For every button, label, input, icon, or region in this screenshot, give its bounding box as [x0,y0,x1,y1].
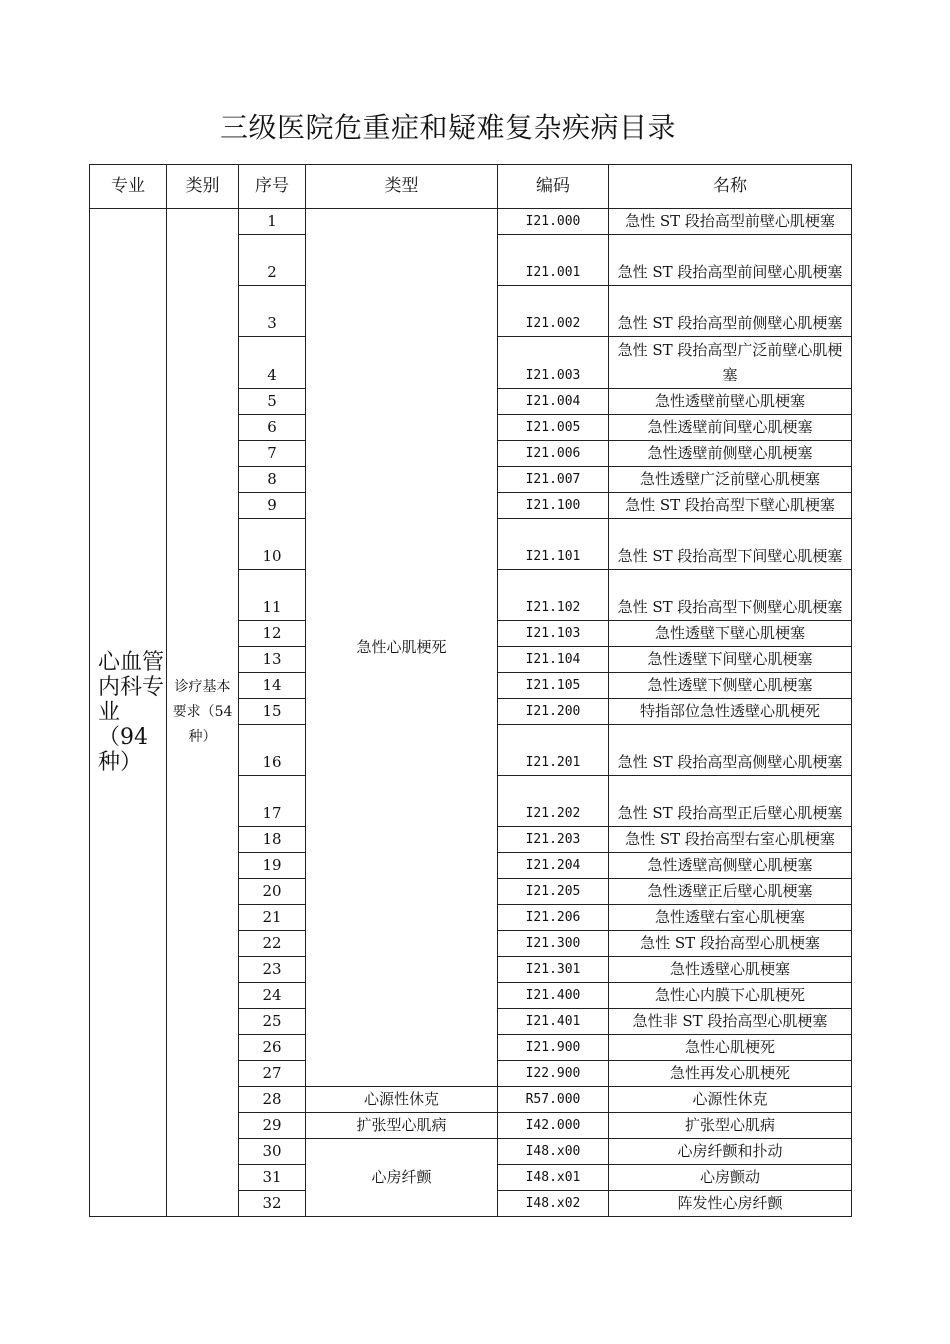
seq-cell: 19 [239,853,306,879]
seq-cell: 12 [239,620,306,646]
header-row [90,165,852,209]
seq-cell: 10 [239,518,306,569]
type-cell-ami: 急性心肌梗死 [306,209,498,1087]
name-cell: 急性 ST 段抬高型正后壁心肌梗塞 [609,776,852,827]
seq-cell: 23 [239,957,306,983]
code-cell: I22.900 [498,1061,609,1087]
seq-cell: 7 [239,440,306,466]
code-cell: I48.x00 [498,1139,609,1165]
seq-cell: 29 [239,1113,306,1139]
seq-cell: 31 [239,1165,306,1191]
name-cell: 心源性休克 [609,1087,852,1113]
name-cell: 急性再发心肌梗死 [609,1061,852,1087]
name-cell: 急性透壁前侧壁心肌梗塞 [609,440,852,466]
name-cell: 急性透壁下侧壁心肌梗塞 [609,672,852,698]
name-cell: 心房颤动 [609,1165,852,1191]
seq-cell: 22 [239,931,306,957]
code-cell: I21.201 [498,724,609,775]
code-cell: I21.104 [498,646,609,672]
name-cell: 急性透壁高侧壁心肌梗塞 [609,853,852,879]
document-title: 三级医院危重症和疑难复杂疾病目录 [219,111,676,144]
seq-cell: 5 [239,388,306,414]
name-cell: 急性透壁广泛前壁心肌梗塞 [609,466,852,492]
header-specialty: 专业 [90,165,167,209]
name-cell: 扩张型心肌病 [609,1113,852,1139]
code-cell: I21.202 [498,776,609,827]
name-cell: 急性 ST 段抬高型下间壁心肌梗塞 [609,518,852,569]
name-cell: 急性透壁下间壁心肌梗塞 [609,646,852,672]
specialty-cell: 心血管内科专业（94种） [90,209,167,1217]
header-name: 名称 [609,165,852,209]
seq-cell: 11 [239,569,306,620]
seq-cell: 32 [239,1191,306,1217]
name-cell: 急性 ST 段抬高型前壁心肌梗塞 [609,209,852,235]
seq-cell: 18 [239,827,306,853]
seq-cell: 28 [239,1087,306,1113]
code-cell: I21.101 [498,518,609,569]
name-cell: 急性心内膜下心肌梗死 [609,983,852,1009]
name-cell: 急性 ST 段抬高型下侧壁心肌梗塞 [609,569,852,620]
code-cell: I21.206 [498,905,609,931]
code-cell: I21.103 [498,620,609,646]
name-cell: 急性透壁正后壁心肌梗塞 [609,879,852,905]
seq-cell: 15 [239,698,306,724]
name-cell: 急性 ST 段抬高型高侧壁心肌梗塞 [609,724,852,775]
category-cell: 诊疗基本要求（54种） [167,209,239,1217]
seq-cell: 26 [239,1035,306,1061]
code-cell: I42.000 [498,1113,609,1139]
seq-cell: 1 [239,209,306,235]
name-cell: 特指部位急性透壁心肌梗死 [609,698,852,724]
code-cell: I21.001 [498,235,609,286]
name-cell: 阵发性心房纤颤 [609,1191,852,1217]
header-seq: 序号 [239,165,306,209]
seq-cell: 4 [239,337,306,388]
code-cell: I21.004 [498,388,609,414]
seq-cell: 20 [239,879,306,905]
table-row [90,209,852,235]
name-cell: 急性 ST 段抬高型心肌梗塞 [609,931,852,957]
header-code: 编码 [498,165,609,209]
code-cell: I21.205 [498,879,609,905]
code-cell: I21.102 [498,569,609,620]
name-cell: 急性 ST 段抬高型下壁心肌梗塞 [609,492,852,518]
code-cell: I21.400 [498,983,609,1009]
code-cell: I21.301 [498,957,609,983]
code-cell: I21.200 [498,698,609,724]
code-cell: R57.000 [498,1087,609,1113]
code-cell: I21.006 [498,440,609,466]
seq-cell: 25 [239,1009,306,1035]
name-cell: 急性透壁前壁心肌梗塞 [609,388,852,414]
seq-cell: 8 [239,466,306,492]
seq-cell: 30 [239,1139,306,1165]
seq-cell: 13 [239,646,306,672]
seq-cell: 3 [239,286,306,337]
code-cell: I48.x01 [498,1165,609,1191]
code-cell: I21.203 [498,827,609,853]
code-cell: I21.300 [498,931,609,957]
name-cell: 急性心肌梗死 [609,1035,852,1061]
seq-cell: 9 [239,492,306,518]
name-cell: 急性 ST 段抬高型广泛前壁心肌梗塞 [609,337,852,388]
code-cell: I21.000 [498,209,609,235]
code-cell: I21.105 [498,672,609,698]
name-cell: 急性透壁前间壁心肌梗塞 [609,414,852,440]
name-cell: 急性 ST 段抬高型右室心肌梗塞 [609,827,852,853]
seq-cell: 6 [239,414,306,440]
name-cell: 急性透壁心肌梗塞 [609,957,852,983]
seq-cell: 24 [239,983,306,1009]
name-cell: 急性非 ST 段抬高型心肌梗塞 [609,1009,852,1035]
name-cell: 心房纤颤和扑动 [609,1139,852,1165]
code-cell: I21.003 [498,337,609,388]
disease-catalog-table [89,164,852,1217]
code-cell: I21.005 [498,414,609,440]
name-cell: 急性透壁右室心肌梗塞 [609,905,852,931]
seq-cell: 21 [239,905,306,931]
name-cell: 急性 ST 段抬高型前间壁心肌梗塞 [609,235,852,286]
code-cell: I21.002 [498,286,609,337]
name-cell: 急性 ST 段抬高型前侧壁心肌梗塞 [609,286,852,337]
seq-cell: 16 [239,724,306,775]
header-type: 类型 [306,165,498,209]
type-cell-atrial-fibrillation: 心房纤颤 [306,1139,498,1217]
seq-cell: 14 [239,672,306,698]
code-cell: I21.204 [498,853,609,879]
code-cell: I21.100 [498,492,609,518]
code-cell: I48.x02 [498,1191,609,1217]
name-cell: 急性透壁下壁心肌梗塞 [609,620,852,646]
type-cell-dilated-cardiomyopathy: 扩张型心肌病 [306,1113,498,1139]
seq-cell: 17 [239,776,306,827]
code-cell: I21.007 [498,466,609,492]
type-cell-cardiogenic-shock: 心源性休克 [306,1087,498,1113]
code-cell: I21.900 [498,1035,609,1061]
seq-cell: 2 [239,235,306,286]
seq-cell: 27 [239,1061,306,1087]
header-category: 类别 [167,165,239,209]
code-cell: I21.401 [498,1009,609,1035]
